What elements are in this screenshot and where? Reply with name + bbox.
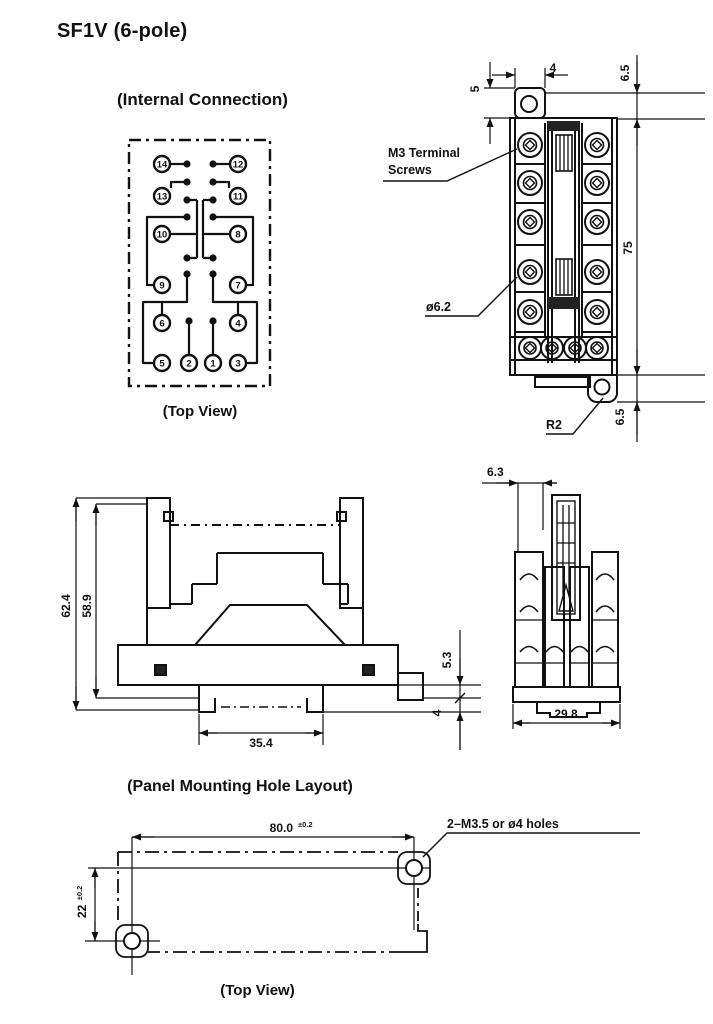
terminal-number: 6 <box>159 318 165 330</box>
corner-radius-label: R2 <box>546 418 562 432</box>
hole-note-label: 2–M3.5 or ø4 holes <box>447 817 559 831</box>
internal-connection-drawing <box>115 130 285 400</box>
terminal-number: 9 <box>159 280 165 292</box>
mounting-holes <box>124 860 422 949</box>
socket-outline-dashed <box>129 140 270 386</box>
dim-tab-width: 4 <box>549 61 557 75</box>
terminal-number: 10 <box>156 229 168 241</box>
dim-overall-height: 62.4 <box>59 594 73 618</box>
terminal-number: 12 <box>232 159 244 171</box>
internal-connection-heading: (Internal Connection) <box>117 90 288 109</box>
terminal-number: 4 <box>235 318 241 330</box>
terminal-number: 3 <box>235 358 241 370</box>
dim-offset-tolerance: ±0.2 <box>75 885 84 901</box>
terminal-number: 13 <box>156 191 168 203</box>
dim-body-height: 58.9 <box>80 594 94 618</box>
front-view-leader-lines <box>383 149 603 434</box>
side-view-dimension-lines <box>76 498 481 750</box>
dim-rail-width: 35.4 <box>249 736 273 750</box>
terminal-number: 14 <box>156 159 168 171</box>
dim-offset-group <box>73 886 90 918</box>
dim-offset: 22 <box>75 904 89 918</box>
dim-lever-width: 6.3 <box>487 465 504 479</box>
terminal-number: 1 <box>210 358 216 370</box>
m3-screws-label-line2: Screws <box>388 163 432 177</box>
terminal-number: 8 <box>235 229 241 241</box>
terminal-number: 5 <box>159 358 165 370</box>
hole-note-leader <box>423 833 640 857</box>
dim-height: 75 <box>621 241 635 255</box>
side-profile <box>118 498 423 712</box>
end-profile <box>513 495 620 717</box>
panel-layout-drawing <box>55 800 675 980</box>
m3-screws-label-line1: M3 Terminal <box>388 146 461 160</box>
terminal-number: 2 <box>186 358 192 370</box>
internal-connection-caption: (Top View) <box>162 403 238 420</box>
dim-bottom-margin: 6.5 <box>613 408 627 426</box>
dim-top-margin: 6.5 <box>618 64 632 82</box>
dim-hole-pitch: 80.0 <box>269 821 293 835</box>
front-view-drawing <box>380 45 713 450</box>
panel-layout-heading: (Panel Mounting Hole Layout) <box>127 778 353 795</box>
hole-centerlines <box>85 837 430 975</box>
dim-end-width: 29.8 <box>554 707 578 721</box>
dim-tab-offset: 5 <box>468 85 482 93</box>
dim-hole-pitch-tolerance: ±0.2 <box>298 820 313 829</box>
contact-dots <box>183 160 216 324</box>
hole-diameter-label: ø6.2 <box>426 300 452 314</box>
end-view-drawing <box>480 445 680 735</box>
terminal-number: 7 <box>235 280 241 292</box>
panel-layout-caption: (Top View) <box>220 982 295 999</box>
terminal-number: 11 <box>232 191 244 203</box>
dim-rail-depth: 4 <box>430 709 444 717</box>
terminal-circles <box>154 156 246 371</box>
dim-lip-height: 5.3 <box>440 651 454 669</box>
page-title: SF1V (6-pole) <box>57 20 188 42</box>
side-view-drawing <box>55 460 485 760</box>
